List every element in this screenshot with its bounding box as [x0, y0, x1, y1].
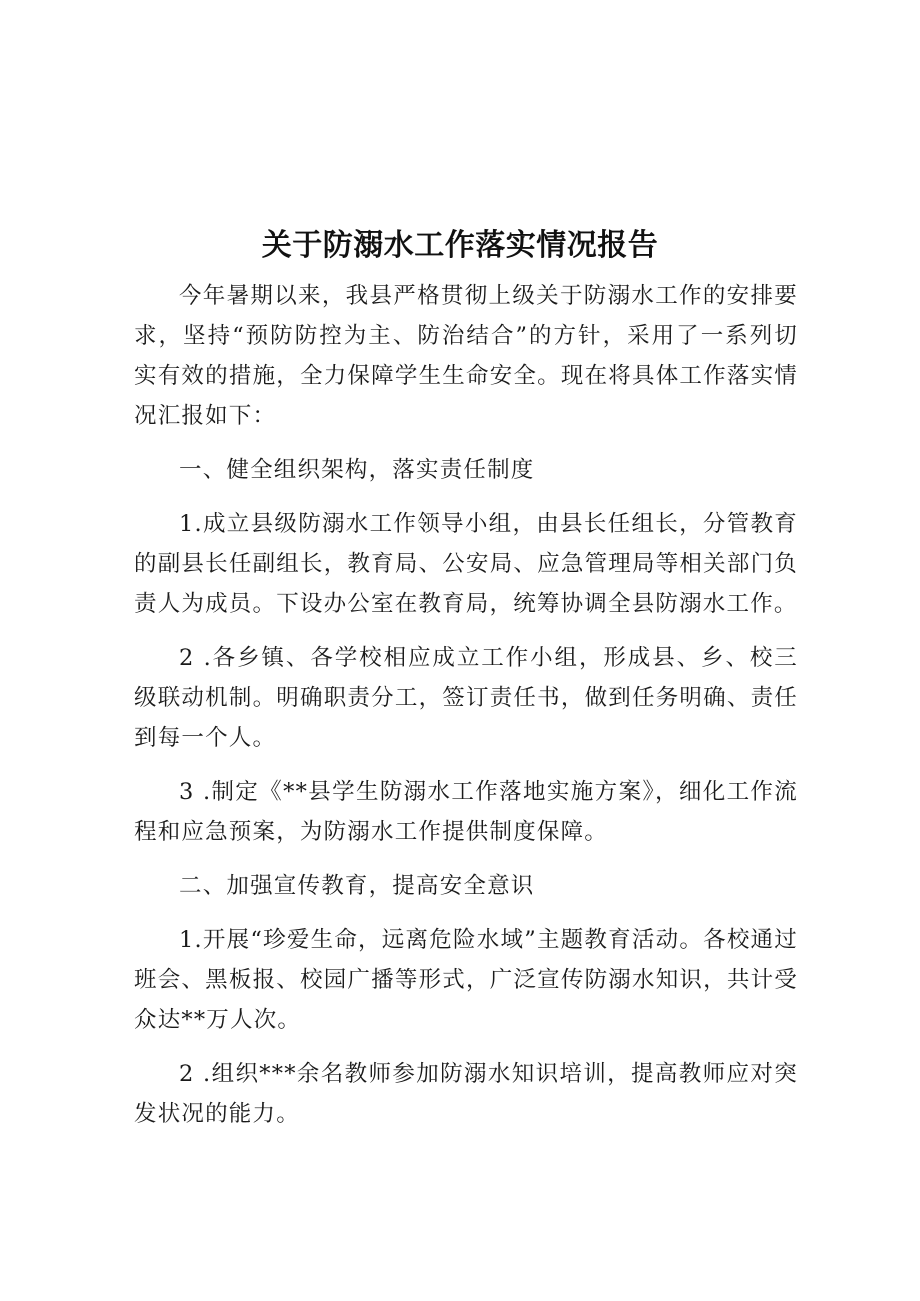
paragraph-1-3: 3 .制定《**县学生防溺水工作落地实施方案》，细化工作流程和应急预案，为防溺水工作提供制度保障。: [134, 779, 798, 845]
section-heading-2: 二、加强宣传教育，提高安全意识: [179, 873, 535, 899]
paragraph-1-2: 2 .各乡镇、各学校相应成立工作小组，形成县、乡、校三级联动机制。明确职责分工，签订责任书，做到任务明确、责任到每一个人。: [134, 645, 798, 751]
paragraph-1-1: 1.成立县级防溺水工作领导小组，由县长任组长，分管教育的副县长任副组长，教育局、公安局、应急管理局等相关部门负责人为成员。下设办公室在教育局，统筹协调全县防溺水工作。: [134, 511, 798, 617]
document-body: [134, 276, 798, 1134]
section-heading-1: 一、健全组织架构，落实责任制度: [179, 457, 535, 483]
paragraph-2-1: 1.开展“珍爱生命，远离危险水域”主题教育活动。各校通过班会、黑板报、校园广播等形式，广泛宣传防溺水知识，共计受众达**万人次。: [134, 927, 798, 1033]
paragraph-2-2: 2 .组织***余名教师参加防溺水知识培训，提高教师应对突发状况的能力。: [134, 1061, 798, 1127]
intro-paragraph: 今年暑期以来，我县严格贯彻上级关于防溺水工作的安排要求，坚持“预防防控为主、防治结合”的方针，采用了一系列切实有效的措施，全力保障学生生命安全。现在将具体工作落实情况汇报如下：: [134, 283, 798, 429]
document-title: 关于防溺水工作落实情况报告: [261, 228, 659, 263]
